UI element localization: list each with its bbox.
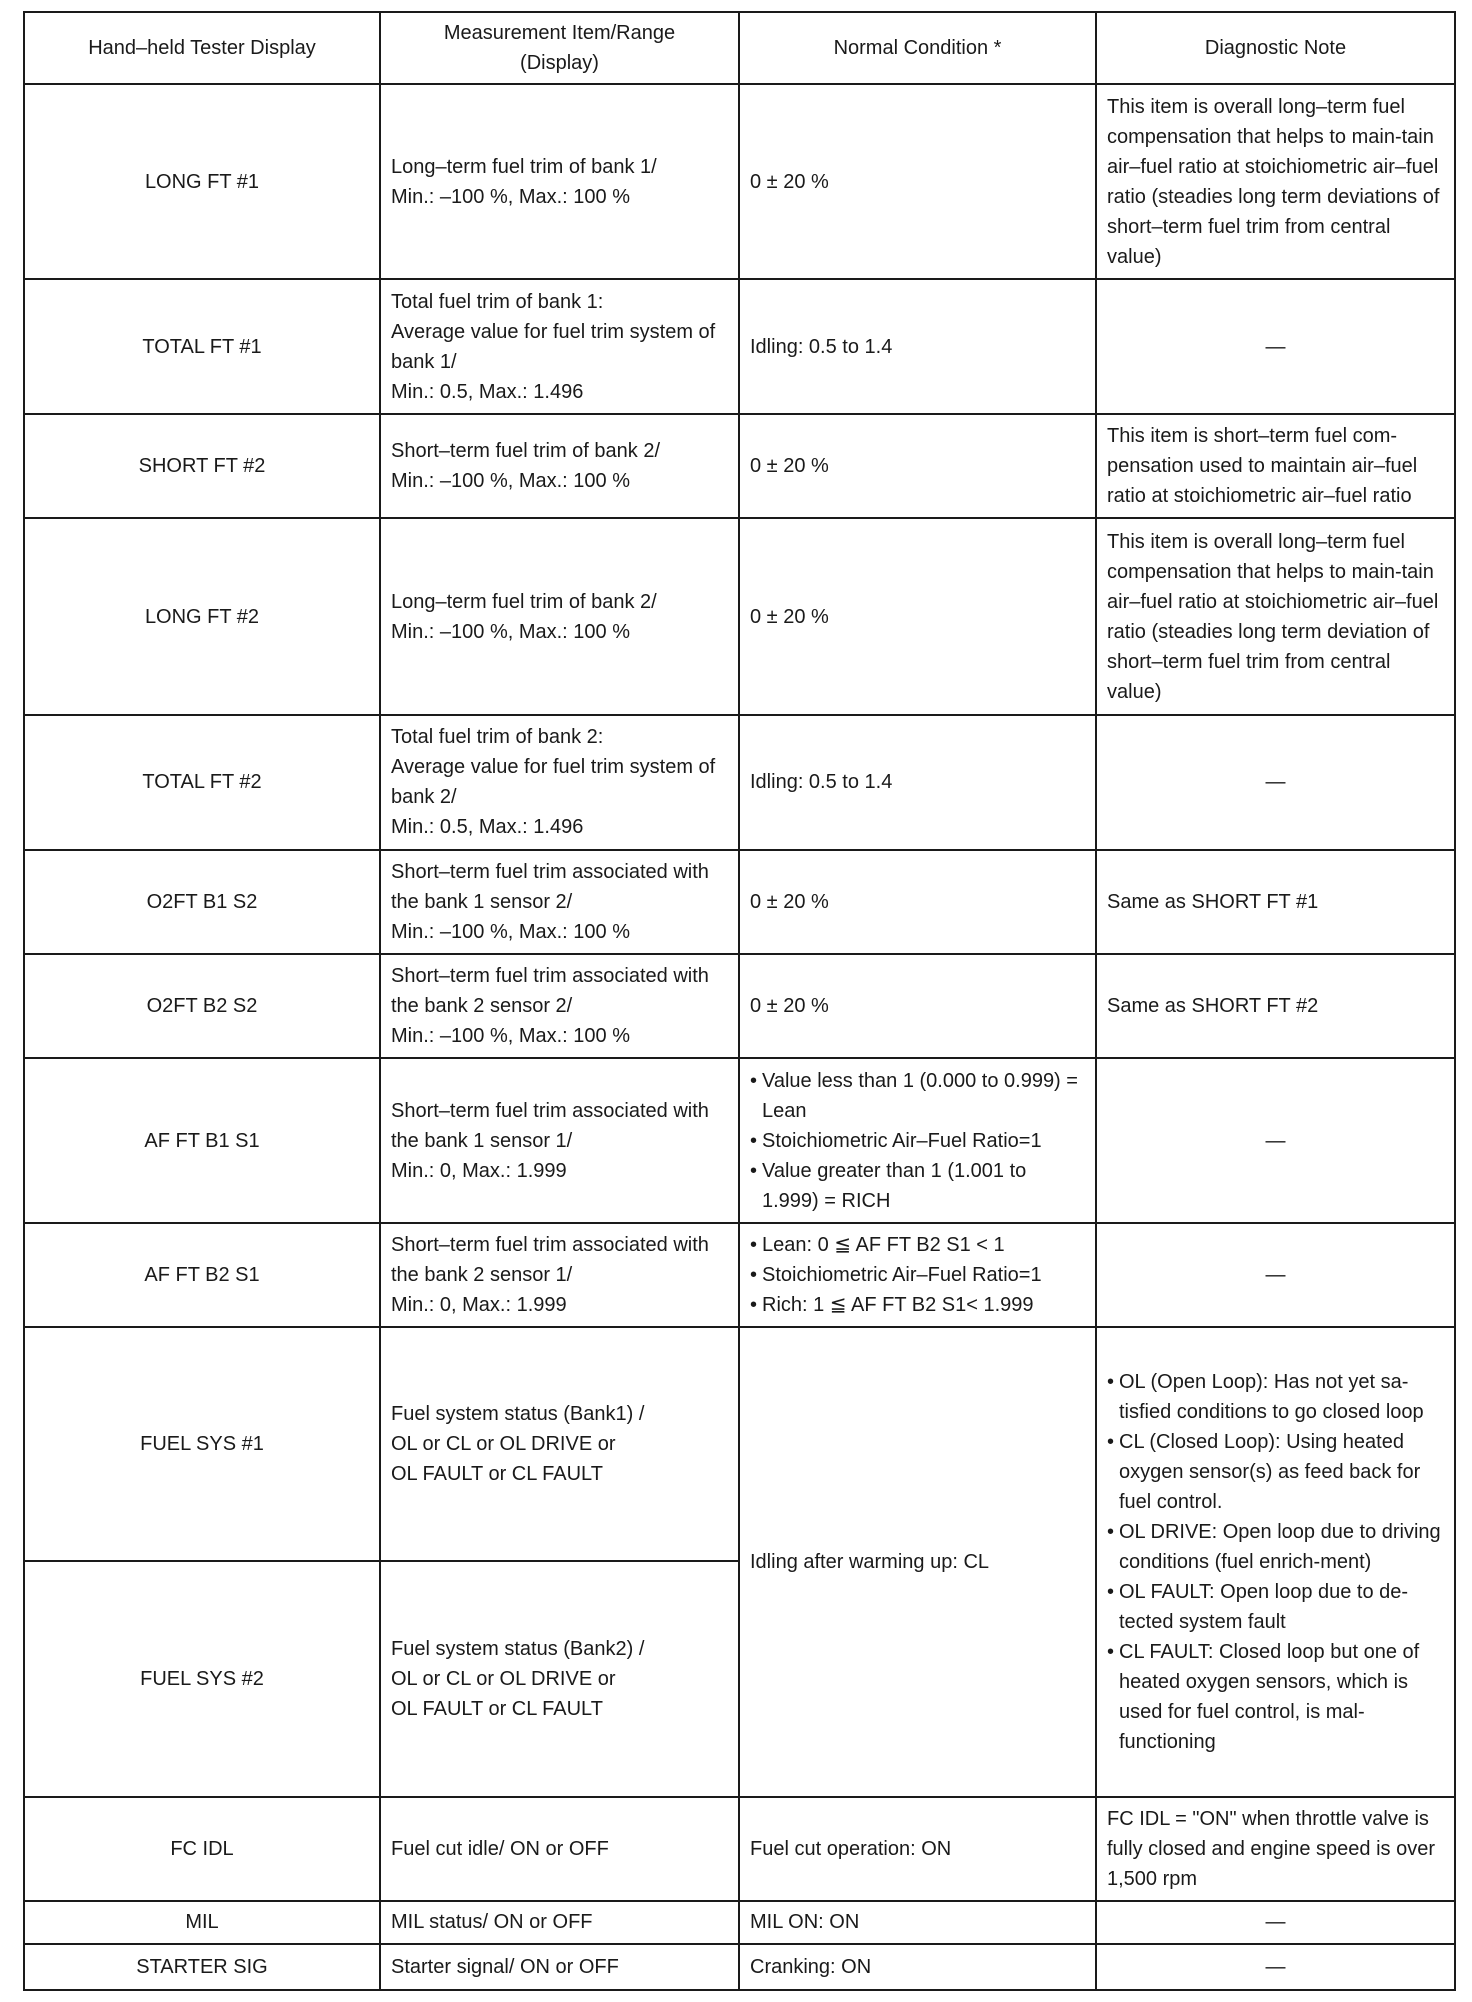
diagnostic-note-cell: —	[1096, 1058, 1455, 1223]
list-item: • Rich: 1 ≦ AF FT B2 S1< 1.999	[750, 1290, 1085, 1320]
diagnostic-note-cell	[1096, 1327, 1455, 1796]
measurement-cell: Short–term fuel trim associated with the bank 2 sensor 2/ Min.: –100 %, Max.: 100 %	[380, 954, 739, 1058]
normal-condition-cell: Cranking: ON	[739, 1944, 1096, 1990]
measurement-cell: Short–term fuel trim associated with the bank 1 sensor 1/ Min.: 0, Max.: 1.999	[380, 1058, 739, 1223]
tester-display-cell: TOTAL FT #2	[24, 715, 380, 850]
table-row	[24, 850, 1455, 954]
measurement-cell: Short–term fuel trim of bank 2/ Min.: –100 %, Max.: 100 %	[380, 414, 739, 518]
diagnostic-data-table	[23, 11, 1456, 1991]
normal-condition-cell: Idling after warming up: CL	[739, 1327, 1096, 1796]
list-item: • Stoichiometric Air–Fuel Ratio=1	[750, 1260, 1085, 1290]
tester-display-cell: FUEL SYS #1	[24, 1327, 380, 1561]
tester-display-cell: AF FT B2 S1	[24, 1223, 380, 1327]
list-item: • Lean: 0 ≦ AF FT B2 S1 < 1	[750, 1230, 1085, 1260]
table-row	[24, 1797, 1455, 1901]
list-item: • OL DRIVE: Open loop due to driving conditions (fuel enrich-ment)	[1107, 1517, 1444, 1577]
measurement-cell: Total fuel trim of bank 1: Average value for fuel trim system of bank 1/ Min.: 0.5, Max.: 1.496	[380, 279, 739, 414]
measurement-cell: Short–term fuel trim associated with the bank 2 sensor 1/ Min.: 0, Max.: 1.999	[380, 1223, 739, 1327]
normal-condition-cell: 0 ± 20 %	[739, 518, 1096, 714]
normal-condition-cell: MIL ON: ON	[739, 1901, 1096, 1944]
measurement-cell: Starter signal/ ON or OFF	[380, 1944, 739, 1990]
measurement-cell: Fuel system status (Bank1) / OL or CL or OL DRIVE or OL FAULT or CL FAULT	[380, 1327, 739, 1561]
diagnostic-note-list	[1107, 1367, 1444, 1757]
normal-condition-cell: Idling: 0.5 to 1.4	[739, 715, 1096, 850]
tester-display-cell: STARTER SIG	[24, 1944, 380, 1990]
tester-display-cell: TOTAL FT #1	[24, 279, 380, 414]
tester-display-cell: FUEL SYS #2	[24, 1561, 380, 1796]
normal-condition-cell	[739, 1058, 1096, 1223]
normal-condition-list	[750, 1230, 1085, 1320]
list-item: • Stoichiometric Air–Fuel Ratio=1	[750, 1126, 1085, 1156]
diagnostic-note-cell: FC IDL = "ON" when throttle valve is fully closed and engine speed is over 1,500 rpm	[1096, 1797, 1455, 1901]
table-row	[24, 715, 1455, 850]
list-item: • Value greater than 1 (1.001 to 1.999) = RICH	[750, 1156, 1085, 1216]
normal-condition-cell: 0 ± 20 %	[739, 954, 1096, 1058]
header-tester-display: Hand–held Tester Display	[24, 12, 380, 84]
tester-display-cell: LONG FT #1	[24, 84, 380, 279]
normal-condition-cell: Idling: 0.5 to 1.4	[739, 279, 1096, 414]
normal-condition-cell: 0 ± 20 %	[739, 850, 1096, 954]
measurement-cell: Fuel cut idle/ ON or OFF	[380, 1797, 739, 1901]
diagnostic-note-cell: —	[1096, 1944, 1455, 1990]
table-row	[24, 1901, 1455, 1944]
measurement-cell: Long–term fuel trim of bank 1/ Min.: –100 %, Max.: 100 %	[380, 84, 739, 279]
measurement-cell: Fuel system status (Bank2) / OL or CL or OL DRIVE or OL FAULT or CL FAULT	[380, 1561, 739, 1796]
list-item: • OL FAULT: Open loop due to de-tected system fault	[1107, 1577, 1444, 1637]
normal-condition-list	[750, 1066, 1085, 1216]
tester-display-cell: FC IDL	[24, 1797, 380, 1901]
normal-condition-cell: 0 ± 20 %	[739, 84, 1096, 279]
list-item: • OL (Open Loop): Has not yet sa-tisfied conditions to go closed loop	[1107, 1367, 1444, 1427]
measurement-cell: Total fuel trim of bank 2: Average value for fuel trim system of bank 2/ Min.: 0.5, Max.: 1.496	[380, 715, 739, 850]
header-row	[24, 12, 1455, 84]
diagnostic-note-cell: —	[1096, 1223, 1455, 1327]
tester-display-cell: O2FT B2 S2	[24, 954, 380, 1058]
diagnostic-note-cell: Same as SHORT FT #1	[1096, 850, 1455, 954]
header-normal-condition: Normal Condition *	[739, 12, 1096, 84]
table-row	[24, 414, 1455, 518]
diagnostic-note-cell: This item is short–term fuel com-pensation used to maintain air–fuel ratio at stoichiometric air–fuel ratio	[1096, 414, 1455, 518]
table-row	[24, 1058, 1455, 1223]
diagnostic-note-cell: —	[1096, 715, 1455, 850]
table-row	[24, 84, 1455, 279]
measurement-cell: MIL status/ ON or OFF	[380, 1901, 739, 1944]
table-row	[24, 954, 1455, 1058]
measurement-cell: Long–term fuel trim of bank 2/ Min.: –100 %, Max.: 100 %	[380, 518, 739, 714]
diagnostic-note-cell: Same as SHORT FT #2	[1096, 954, 1455, 1058]
list-item: • CL FAULT: Closed loop but one of heated oxygen sensors, which is used for fuel control, is mal-functioning	[1107, 1637, 1444, 1757]
measurement-cell: Short–term fuel trim associated with the bank 1 sensor 2/ Min.: –100 %, Max.: 100 %	[380, 850, 739, 954]
diagnostic-note-cell: This item is overall long–term fuel compensation that helps to main-tain air–fuel ratio at stoichiometric air–fuel ratio (steadies long term deviations of short–term fuel trim from central value)	[1096, 84, 1455, 279]
tester-display-cell: MIL	[24, 1901, 380, 1944]
table-row	[24, 1223, 1455, 1327]
normal-condition-cell: 0 ± 20 %	[739, 414, 1096, 518]
table-row	[24, 1327, 1455, 1561]
tester-display-cell: AF FT B1 S1	[24, 1058, 380, 1223]
tester-display-cell: LONG FT #2	[24, 518, 380, 714]
tester-display-cell: SHORT FT #2	[24, 414, 380, 518]
list-item: • Value less than 1 (0.000 to 0.999) = Lean	[750, 1066, 1085, 1126]
header-diagnostic-note: Diagnostic Note	[1096, 12, 1455, 84]
normal-condition-cell: Fuel cut operation: ON	[739, 1797, 1096, 1901]
header-measurement: Measurement Item/Range (Display)	[380, 12, 739, 84]
table-row	[24, 1944, 1455, 1990]
diagnostic-note-cell: This item is overall long–term fuel compensation that helps to main-tain air–fuel ratio at stoichiometric air–fuel ratio (steadies long term deviation of short–term fuel trim from central value)	[1096, 518, 1455, 714]
tester-display-cell: O2FT B1 S2	[24, 850, 380, 954]
normal-condition-cell	[739, 1223, 1096, 1327]
diagnostic-note-cell: —	[1096, 279, 1455, 414]
diagnostic-note-cell: —	[1096, 1901, 1455, 1944]
list-item: • CL (Closed Loop): Using heated oxygen sensor(s) as feed back for fuel control.	[1107, 1427, 1444, 1517]
table-row	[24, 518, 1455, 714]
table-row	[24, 279, 1455, 414]
